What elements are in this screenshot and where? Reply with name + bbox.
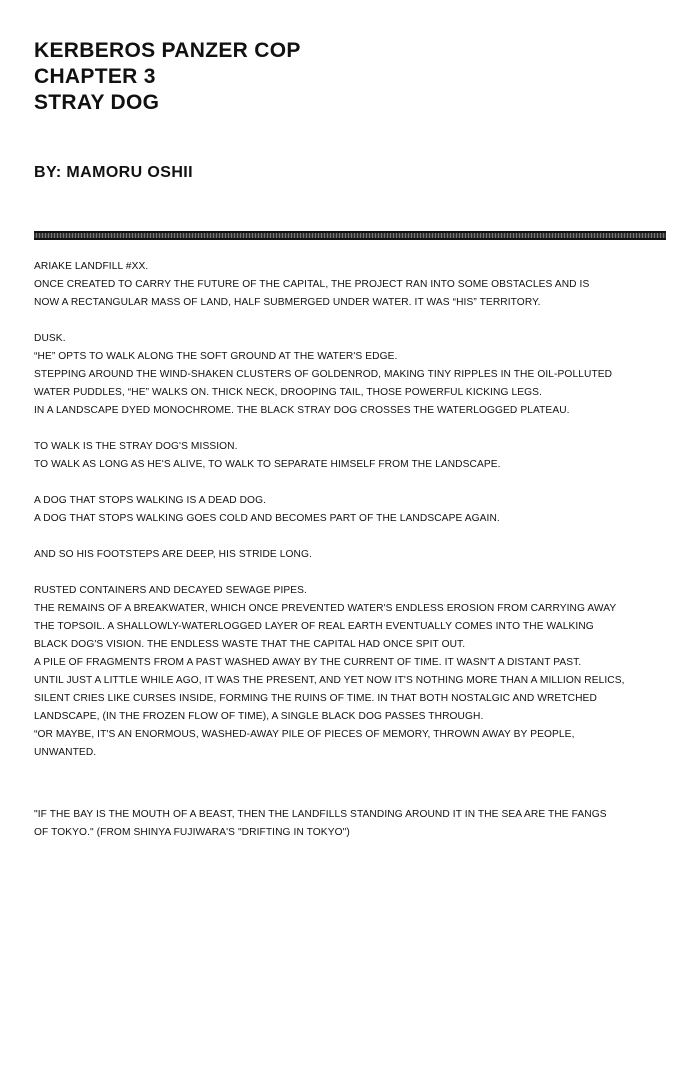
text-line: A PILE OF FRAGMENTS FROM A PAST WASHED AWAY BY THE CURRENT OF TIME. IT WASN'T A DISTANT PAST. <box>34 657 582 668</box>
text-line: TO WALK IS THE STRAY DOG'S MISSION. <box>34 441 238 452</box>
series-title: KERBEROS PANZER COP <box>34 39 301 62</box>
text-line: WATER PUDDLES, “HE” WALKS ON. THICK NECK, DROOPING TAIL, THOSE POWERFUL KICKING LEGS. <box>34 387 542 398</box>
quote-line: "IF THE BAY IS THE MOUTH OF A BEAST, THEN THE LANDFILLS STANDING AROUND IT IN THE SEA ARE THE FANGS <box>34 809 607 820</box>
text-line: LANDSCAPE, (IN THE FROZEN FLOW OF TIME), A SINGLE BLACK DOG PASSES THROUGH. <box>34 711 484 722</box>
text-line: THE REMAINS OF A BREAKWATER, WHICH ONCE PREVENTED WATER'S ENDLESS EROSION FROM CARRYING AWAY <box>34 603 617 614</box>
quote-line: OF TOKYO." (FROM SHINYA FUJIWARA'S "DRIFTING IN TOKYO") <box>34 827 350 838</box>
paragraph <box>34 492 674 528</box>
text-line: A DOG THAT STOPS WALKING IS A DEAD DOG. <box>34 495 267 506</box>
paragraph <box>34 438 674 474</box>
text-line: ARIAKE LANDFILL #XX. <box>34 261 149 272</box>
text-line: STEPPING AROUND THE WIND-SHAKEN CLUSTERS OF GOLDENROD, MAKING TINY RIPPLES IN THE OIL-POLLUTED <box>34 369 613 380</box>
text-line: UNWANTED. <box>34 747 97 758</box>
epigraph-quote <box>34 806 674 842</box>
body-text <box>34 258 674 780</box>
section-divider <box>34 231 666 240</box>
text-line: RUSTED CONTAINERS AND DECAYED SEWAGE PIPES. <box>34 585 307 596</box>
text-line: DUSK. <box>34 333 66 344</box>
chapter-number: CHAPTER 3 <box>34 65 156 88</box>
paragraph <box>34 582 674 762</box>
text-line: AND SO HIS FOOTSTEPS ARE DEEP, HIS STRIDE LONG. <box>34 549 312 560</box>
text-line: THE TOPSOIL. A SHALLOWLY-WATERLOGGED LAYER OF REAL EARTH EVENTUALLY COMES INTO THE WALKING <box>34 621 594 632</box>
text-line: ONCE CREATED TO CARRY THE FUTURE OF THE CAPITAL, THE PROJECT RAN INTO SOME OBSTACLES AND IS <box>34 279 590 290</box>
text-line: “OR MAYBE, IT'S AN ENORMOUS, WASHED-AWAY PILE OF PIECES OF MEMORY, THROWN AWAY BY PEOPLE, <box>34 729 575 740</box>
text-line: TO WALK AS LONG AS HE'S ALIVE, TO WALK TO SEPARATE HIMSELF FROM THE LANDSCAPE. <box>34 459 501 470</box>
text-line: BLACK DOG'S VISION. THE ENDLESS WASTE THAT THE CAPITAL HAD ONCE SPIT OUT. <box>34 639 466 650</box>
text-line: NOW A RECTANGULAR MASS OF LAND, HALF SUBMERGED UNDER WATER. IT WAS “HIS” TERRITORY. <box>34 297 541 308</box>
paragraph <box>34 330 674 420</box>
author-byline: BY: MAMORU OSHII <box>34 164 193 181</box>
text-line: SILENT CRIES LIKE CURSES INSIDE, FORMING THE RUINS OF TIME. IN THAT BOTH NOSTALGIC AND WRETCHED <box>34 693 597 704</box>
paragraph <box>34 546 674 564</box>
text-line: UNTIL JUST A LITTLE WHILE AGO, IT WAS THE PRESENT, AND YET NOW IT'S NOTHING MORE THAN A MILLION RELICS, <box>34 675 625 686</box>
text-line: A DOG THAT STOPS WALKING GOES COLD AND BECOMES PART OF THE LANDSCAPE AGAIN. <box>34 513 500 524</box>
paragraph <box>34 258 674 312</box>
text-line: “HE” OPTS TO WALK ALONG THE SOFT GROUND AT THE WATER'S EDGE. <box>34 351 398 362</box>
text-line: IN A LANDSCAPE DYED MONOCHROME. THE BLACK STRAY DOG CROSSES THE WATERLOGGED PLATEAU. <box>34 405 570 416</box>
title-block <box>34 38 301 116</box>
chapter-title: STRAY DOG <box>34 91 160 114</box>
